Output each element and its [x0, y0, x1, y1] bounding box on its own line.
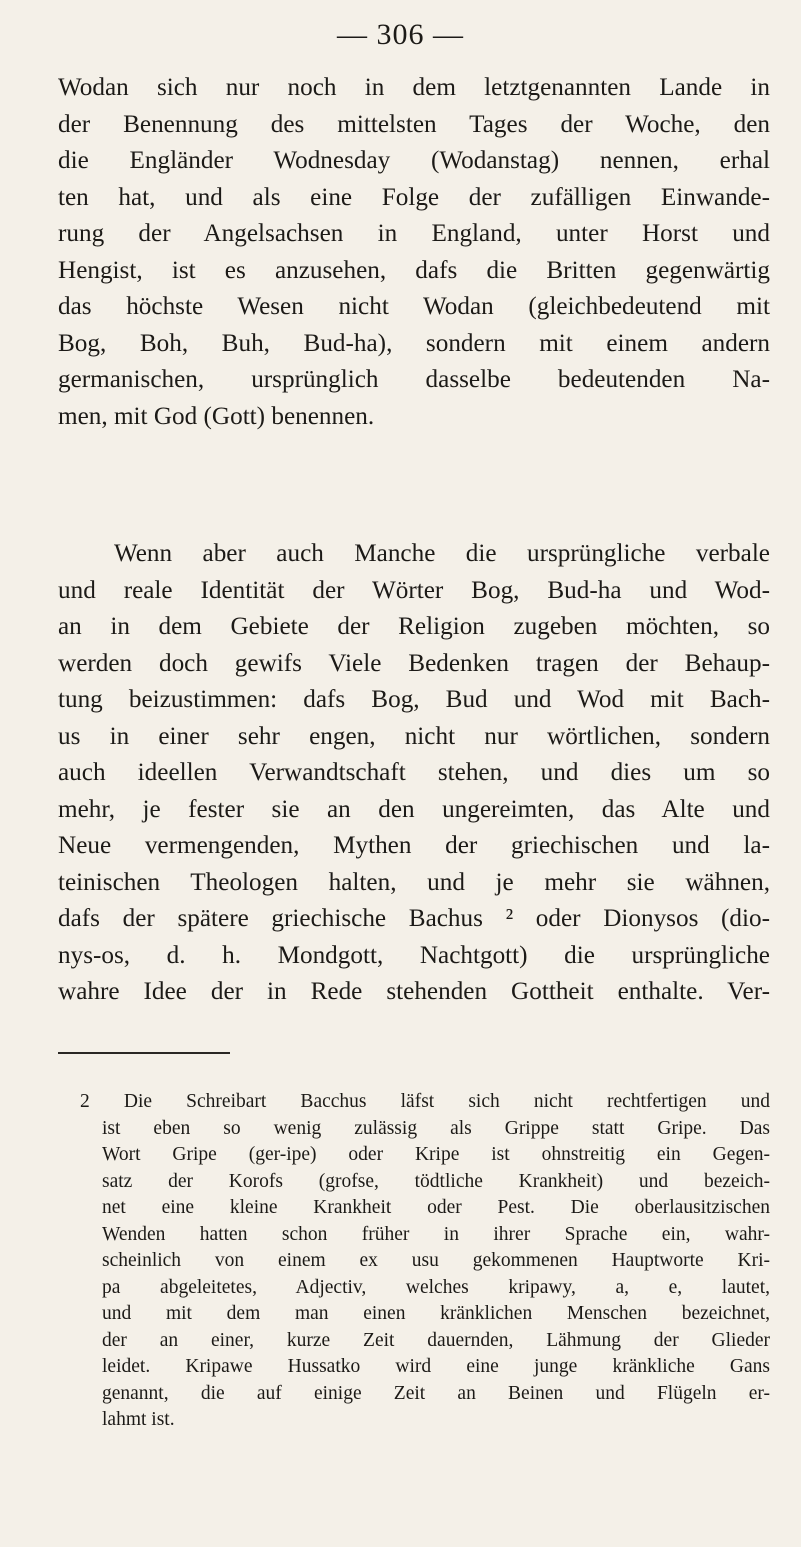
text-line: tung beizustimmen: dafs Bog, Bud und Wod mit Bach- [58, 686, 770, 713]
text-line: werden doch gewifs Viele Bedenken tragen der Behaup- [58, 649, 770, 677]
footnote-line: lahmt ist. [102, 1409, 175, 1430]
text-line: germanischen, ursprünglich dasselbe bedeutenden Na- [58, 366, 770, 393]
text-line: mehr, je fester sie an den ungereimten, das Alte und [58, 795, 770, 823]
footnote-line: und mit dem man einen kränklichen Menschen bezeichnet, [102, 1303, 770, 1324]
text-line: teinischen Theologen halten, und je mehr sie wähnen, [58, 868, 770, 896]
text-line: Wodan sich nur noch in dem letztgenannten Lande in [58, 74, 770, 101]
footnote-line: pa abgeleitetes, Adjectiv, welches kripawy, a, e, lautet, [102, 1276, 770, 1298]
footnote [80, 1089, 770, 1434]
footnote-line: Wort Gripe (ger-ipe) oder Kripe ist ohnstreitig ein Gegen- [102, 1144, 770, 1165]
footnote-line: Wenden hatten schon früher in ihrer Sprache ein, wahr- [102, 1223, 770, 1245]
text-line: an in dem Gebiete der Religion zugeben möchten, so [58, 613, 770, 640]
paragraph-1 [58, 70, 770, 435]
page-number: — 306 — [337, 18, 464, 51]
text-line: das höchste Wesen nicht Wodan (gleichbedeutend mit [58, 293, 770, 320]
text-line: men, mit God (Gott) benennen. [58, 402, 375, 430]
text-line: wahre Idee der in Rede stehenden Gottheit enthalte. Ver- [58, 978, 770, 1005]
text-line: us in einer sehr engen, nicht nur wörtlichen, sondern [58, 722, 770, 750]
footnote-line: ist eben so wenig zulässig als Grippe statt Gripe. Das [102, 1117, 770, 1139]
text-line: dafs der spätere griechische Bachus ² oder Dionysos (dio- [58, 905, 770, 932]
footnote-line: der an einer, kurze Zeit dauernden, Lähmung der Glieder [102, 1329, 770, 1351]
footnote-divider [58, 1052, 230, 1054]
text-line: nys-os, d. h. Mondgott, Nachtgott) die ursprüngliche [58, 941, 770, 969]
text-line: rung der Angelsachsen in England, unter Horst und [58, 220, 770, 247]
text-line: der Benennung des mittelsten Tages der Woche, den [58, 110, 770, 138]
footnote-line: 2 Die Schreibart Bacchus läfst sich nicht rechtfertigen und [80, 1091, 770, 1112]
footnote-line: leidet. Kripawe Hussatko wird eine junge kränkliche Gans [102, 1356, 770, 1377]
text-line: ten hat, und als eine Folge der zufälligen Einwande- [58, 183, 770, 211]
footnote-line: scheinlich von einem ex usu gekommenen Hauptworte Kri- [102, 1250, 770, 1271]
footnote-line: satz der Korofs (grofse, tödtliche Krankheit) und bezeich- [102, 1170, 770, 1192]
paragraph-2 [58, 536, 770, 1011]
text-line: die Engländer Wodnesday (Wodanstag) nennen, erhal [58, 147, 770, 174]
footnote-line: net eine kleine Krankheit oder Pest. Die oberlausitzischen [102, 1197, 770, 1218]
text-line: Neue vermengenden, Mythen der griechischen und la- [58, 832, 770, 859]
footnote-line: genannt, die auf einige Zeit an Beinen und Flügeln er- [102, 1382, 770, 1404]
text-line: Bog, Boh, Buh, Bud-ha), sondern mit einem andern [58, 329, 770, 357]
text-line: Wenn aber auch Manche die ursprüngliche verbale [114, 540, 770, 567]
text-line: Hengist, ist es anzusehen, dafs die Britten gegenwärtig [58, 256, 770, 284]
text-line: auch ideellen Verwandtschaft stehen, und dies um so [58, 759, 770, 786]
text-line: und reale Identität der Wörter Bog, Bud-ha und Wod- [58, 576, 770, 604]
